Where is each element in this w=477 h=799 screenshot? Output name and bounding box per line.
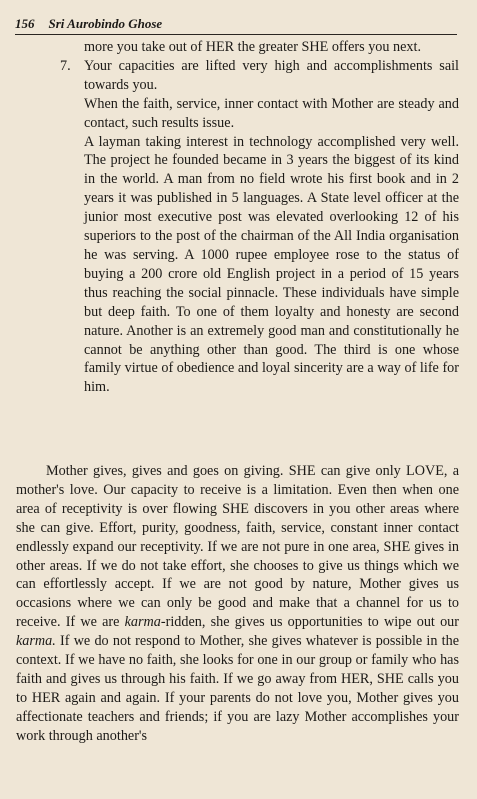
paragraph-faith-results: When the faith, service, inner contact with Mother are steady and contact, such results issue.: [84, 95, 459, 131]
italic-karma: karma: [124, 614, 161, 631]
page-number: 156: [15, 16, 35, 31]
main-body-text: [16, 462, 459, 746]
paragraph-mother-gives: [16, 462, 459, 746]
continuation-text: more you take out of HER the greater SHE offers you next.: [84, 39, 421, 55]
italic-karma: karma.: [16, 633, 56, 650]
item-number: 7.: [60, 57, 71, 74]
numbered-item: [60, 57, 459, 95]
running-header: [15, 12, 457, 35]
item-text: Your capacities are lifted very high and accomplishments sail towards you.: [84, 57, 459, 93]
text-segment: -ridden, she gives us opportunities to wipe out our: [160, 614, 459, 631]
text-segment: Mother gives, gives and goes on giving. SHE can give only LOVE, a mother's love. Our capacity to receive is a limitation. Even then when one area of receptivity is over flowing SHE discovers in you other areas where she can give. Effort, purity, goodness, faith, service, constant inner contact endlessly expand our receptivity. If we are not pure in one area, SHE gives in other areas. If we do not take effort, she chooses to give us things which we can effortlessly accept. If we are not good by nature, Mother gives us occasions where we can only be good and make that a channel for us to receive. If we are: [16, 463, 459, 631]
text-segment: If we do not respond to Mother, she gives whatever is possible in the context. If we have no faith, she looks for one in our group or family who has faith and gives us through his faith. If we go away from HER, SHE calls you to HER again and again. If your parents do not love you, Mother gives you affectionate teachers and friends; if you are lazy Mother accomplishes your work through another's: [16, 633, 459, 744]
running-title: Sri Aurobindo Ghose: [48, 16, 163, 31]
indented-block: [60, 38, 459, 397]
paragraph-examples: A layman taking interest in technology accomplished very well. The project he founded became in 3 years the biggest of its kind in the world. A man from no field wrote his first book and in 2 years it was published in 5 languages. A State level officer at the junior most executive post was elevated overlooking 12 of his superiors to the post of the chairman of the All India organisation he was serving. A 1000 rupee employee rose to the status of buying a 200 crore old English project in a period of 15 years thus reaching the social pinnacle. These individuals have simple but deep faith. To one of them loyalty and honesty are second nature. Another is an extremely good man and constitutionally he cannot be anything other than good. The third is one whose family virtue of obedience and loyal sincerity are a way of life for him.: [84, 133, 459, 396]
